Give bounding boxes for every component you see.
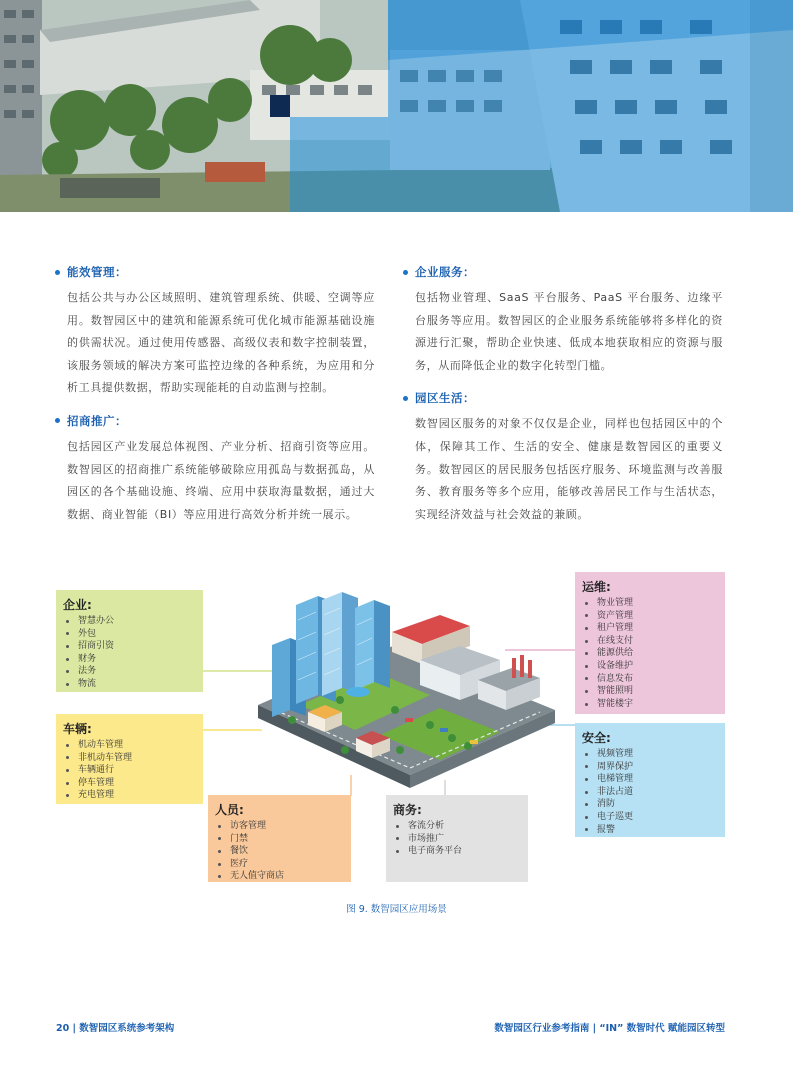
item-label: 外包 [78, 628, 97, 639]
bullet-icon [66, 670, 69, 673]
section-energy-management [55, 263, 375, 400]
item-label: 视频管理 [597, 749, 634, 759]
bullet-icon [218, 837, 221, 840]
section-title: 招商推广： [67, 413, 127, 428]
list-item [582, 773, 719, 786]
enterprise-box [56, 590, 203, 692]
bullet-icon [66, 782, 69, 785]
bullet-icon [585, 765, 588, 768]
header-photo [0, 0, 793, 212]
bullet-icon [218, 850, 221, 853]
item-label: 智能照明 [597, 686, 634, 697]
bullet-icon [585, 791, 588, 794]
section-enterprise-services [403, 263, 723, 377]
item-label: 法务 [78, 666, 97, 677]
footer-guide-title: 数智园区行业参考指南 | “IN” 数智时代 赋能园区转型 [494, 1023, 725, 1034]
box-title: 车辆: [63, 722, 92, 736]
bullet-icon [585, 803, 588, 806]
bullet-icon [403, 270, 408, 275]
list-item [63, 628, 197, 641]
list-item [582, 811, 719, 824]
bullet-icon [585, 627, 588, 630]
list-item [393, 845, 522, 858]
list-item [582, 685, 719, 698]
list-item [215, 870, 345, 883]
item-label: 租户管理 [597, 623, 634, 634]
section-body: 数智园区服务的对象不仅仅是企业，同样也包括园区中的个体，保障其工作、生活的安全、健康是数智园区的重要义务。数智园区的居民服务包括医疗服务、环境监测与改善服务、教育服务等多个应用，能够改善居民工作与生活状态，实现经济效益与社会效益的兼顾。 [415, 417, 723, 521]
list-item [582, 673, 719, 686]
list-item [63, 764, 197, 777]
list-item [63, 653, 197, 666]
list-item [582, 698, 719, 711]
list-item [582, 635, 719, 648]
item-label: 无人值守商店 [230, 871, 285, 882]
item-label: 资产管理 [597, 610, 634, 621]
list-item [215, 833, 345, 846]
bullet-icon [66, 769, 69, 772]
list-item [63, 752, 197, 765]
item-label: 门禁 [230, 833, 249, 844]
item-label: 医疗 [230, 858, 249, 869]
item-label: 物业管理 [597, 598, 634, 608]
bullet-icon [55, 418, 60, 423]
list-item [582, 647, 719, 660]
item-label: 市场推广 [408, 833, 445, 844]
bullet-icon [585, 665, 588, 668]
bullet-icon [66, 683, 69, 686]
item-label: 在线支付 [597, 635, 634, 646]
list-item [582, 748, 719, 761]
item-label: 车辆通行 [78, 765, 115, 776]
bullet-icon [585, 816, 588, 819]
right-column [403, 263, 723, 538]
item-label: 餐饮 [230, 846, 249, 857]
item-label: 招商引资 [78, 641, 115, 652]
item-label: 非机动车管理 [78, 752, 133, 763]
section-body: 包括公共与办公区域照明、建筑管理系统、供暖、空调等应用。数智园区中的建筑和能源系统可优化城市能源基础设施的供需状况。通过使用传感器、高级仪表和数字控制装置，该服务领域的解决方案可监控边缘的各种系统，为应用和分析工具提供数据，帮助实现能耗的自动监测与控制。 [67, 291, 375, 395]
bullet-icon [66, 620, 69, 623]
item-label: 财务 [78, 653, 97, 664]
bullet-icon [66, 744, 69, 747]
security-box [575, 723, 725, 837]
list-item [393, 833, 522, 846]
list-item [582, 610, 719, 623]
section-title: 企业服务： [415, 265, 475, 279]
bullet-icon [66, 645, 69, 648]
bullet-icon [585, 640, 588, 643]
bullet-icon [66, 756, 69, 759]
bullet-icon [585, 602, 588, 605]
section-title: 园区生活： [415, 391, 475, 406]
people-box [208, 795, 351, 882]
bullet-icon [585, 753, 588, 756]
item-label: 智慧办公 [78, 616, 115, 626]
bullet-icon [585, 828, 588, 831]
bullet-icon [218, 863, 221, 866]
bullet-icon [66, 632, 69, 635]
list-item [63, 640, 197, 653]
item-label: 停车管理 [78, 777, 115, 788]
item-label: 消防 [597, 799, 616, 810]
bullet-icon [396, 850, 399, 853]
list-item [582, 597, 719, 610]
box-title: 商务: [393, 803, 422, 817]
bullet-icon [585, 614, 588, 617]
item-label: 物流 [78, 678, 97, 689]
bullet-icon [396, 837, 399, 840]
list-item [582, 798, 719, 811]
item-label: 信息发布 [597, 673, 634, 684]
list-item [215, 845, 345, 858]
item-label: 报警 [597, 824, 616, 835]
bullet-icon [218, 875, 221, 878]
item-label: 机动车管理 [78, 740, 124, 750]
box-title: 运维: [582, 580, 611, 594]
item-label: 智能楼宇 [597, 698, 634, 709]
item-label: 访客管理 [230, 821, 267, 831]
bullet-icon [403, 396, 408, 401]
bullet-icon [585, 652, 588, 655]
list-item [63, 665, 197, 678]
section-title: 能效管理： [67, 265, 127, 279]
section-investment-promotion [55, 412, 375, 526]
list-item [582, 622, 719, 635]
list-item [63, 777, 197, 790]
item-label: 电梯管理 [597, 774, 634, 785]
section-park-life [403, 389, 723, 526]
list-item [393, 820, 522, 833]
item-label: 周界保护 [597, 761, 634, 772]
list-item [582, 786, 719, 799]
box-title: 人员: [215, 803, 244, 817]
item-label: 设备维护 [597, 660, 634, 671]
box-title: 安全: [582, 731, 611, 745]
item-label: 充电管理 [78, 790, 115, 801]
business-box [386, 795, 528, 882]
bullet-icon [55, 270, 60, 275]
bullet-icon [218, 825, 221, 828]
list-item [63, 615, 197, 628]
bullet-icon [585, 690, 588, 693]
figure-caption: 图 9. 数智园区应用场景 [346, 904, 447, 915]
list-item [582, 660, 719, 673]
section-body: 包括园区产业发展总体视图、产业分析、招商引资等应用。数智园区的招商推广系统能够破除应用孤岛与数据孤岛，从园区的各个基础设施、终端、应用中获取海量数据，通过大数据、商业智能（BI）等应用进行高效分析并统一展示。 [67, 439, 375, 521]
item-label: 电子巡更 [597, 811, 634, 822]
list-item [215, 820, 345, 833]
bullet-icon [66, 658, 69, 661]
left-column [55, 263, 375, 538]
box-title: 企业: [63, 598, 92, 612]
list-item [215, 858, 345, 871]
list-item [63, 678, 197, 691]
item-label: 电子商务平台 [408, 846, 463, 857]
operations-box [575, 572, 725, 714]
bullet-icon [585, 778, 588, 781]
list-item [63, 739, 197, 752]
item-label: 能源供给 [597, 648, 634, 659]
vehicle-box [56, 714, 203, 804]
bullet-icon [66, 794, 69, 797]
list-item [582, 824, 719, 837]
list-item [582, 761, 719, 774]
item-label: 客流分析 [408, 821, 445, 831]
bullet-icon [585, 677, 588, 680]
footer-page-label: 20 | 数智园区系统参考架构 [56, 1023, 175, 1034]
list-item [63, 789, 197, 802]
item-label: 非法占道 [597, 786, 634, 797]
bullet-icon [585, 703, 588, 706]
bullet-icon [396, 825, 399, 828]
section-body: 包括物业管理、SaaS 平台服务、PaaS 平台服务、边缘平台服务等应用。数智园区的企业服务系统能够将多样化的资源进行汇聚，帮助企业快速、低成本地获取相应的资源与服务，从而降低企业的数字化转型门槛。 [415, 291, 723, 372]
